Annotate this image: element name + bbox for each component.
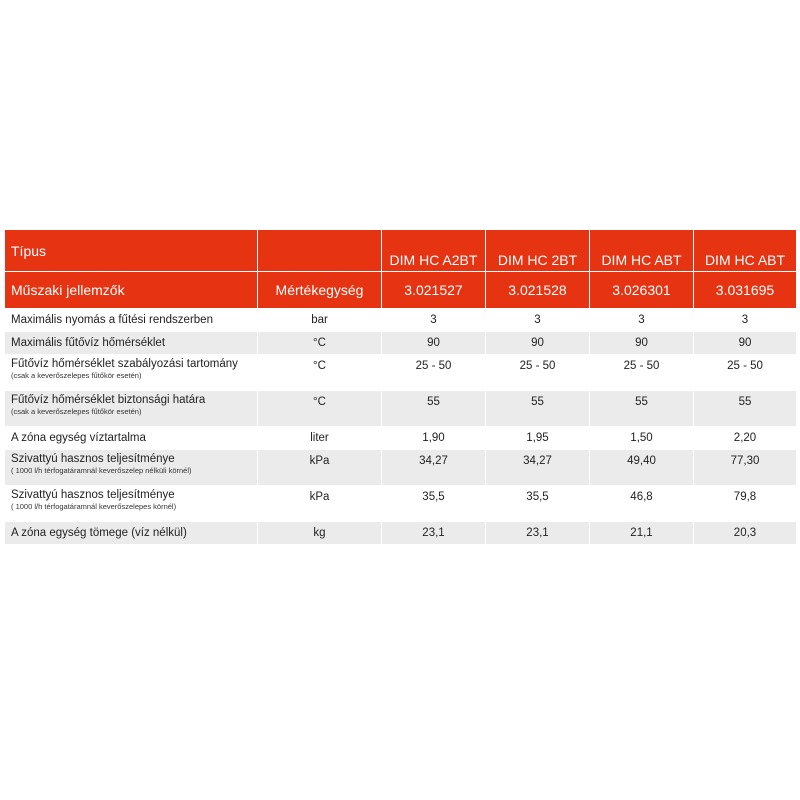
table-row [5, 309, 797, 332]
row-name: Szivattyú hasznos teljesítménye [11, 453, 175, 465]
row-value: 23,1 [486, 522, 590, 545]
row-value: 3 [486, 309, 590, 332]
product-code: 3.031695 [694, 272, 797, 309]
row-value: 90 [694, 332, 797, 355]
row-note: ( 1000 l/h térfogatáramnál keverőszelepes körnél) [11, 502, 177, 511]
row-note: (csak a keverőszelepes fűtőkör esetén) [11, 371, 142, 380]
row-value: 35,5 [382, 486, 486, 522]
empty-header-cell [258, 230, 382, 272]
model-name: DIM HC A2BT [382, 230, 486, 272]
row-value: 55 [486, 391, 590, 427]
row-value: 25 - 50 [590, 355, 694, 391]
row-value: 34,27 [382, 450, 486, 486]
row-unit: kPa [258, 486, 382, 522]
row-value: 90 [590, 332, 694, 355]
row-value: 2,20 [694, 427, 797, 450]
row-value: 55 [382, 391, 486, 427]
product-code: 3.021527 [382, 272, 486, 309]
row-value: 49,40 [590, 450, 694, 486]
row-value: 3 [694, 309, 797, 332]
row-name-cell [5, 450, 258, 486]
row-name-cell [5, 391, 258, 427]
unit-label: Mértékegység [258, 272, 382, 309]
row-value: 34,27 [486, 450, 590, 486]
specifications-table [4, 229, 797, 545]
row-name: Szivattyú hasznos teljesítménye [11, 489, 175, 501]
row-value: 3 [382, 309, 486, 332]
row-name: Fűtővíz hőmérséklet szabályozási tartomány [11, 358, 238, 370]
row-value: 90 [382, 332, 486, 355]
table-row [5, 355, 797, 391]
table-row [5, 427, 797, 450]
row-value: 1,90 [382, 427, 486, 450]
row-value: 90 [486, 332, 590, 355]
product-code: 3.026301 [590, 272, 694, 309]
model-name: DIM HC ABT [694, 230, 797, 272]
row-value: 1,50 [590, 427, 694, 450]
row-value: 46,8 [590, 486, 694, 522]
row-value: 77,30 [694, 450, 797, 486]
row-name-cell [5, 355, 258, 391]
row-value: 79,8 [694, 486, 797, 522]
table-row [5, 332, 797, 355]
row-note: (csak a keverőszelepes fűtőkör esetén) [11, 407, 142, 416]
table-row [5, 391, 797, 427]
row-name-cell [5, 486, 258, 522]
row-value: 25 - 50 [694, 355, 797, 391]
table-row [5, 450, 797, 486]
row-name: Fűtővíz hőmérséklet biztonsági határa [11, 394, 206, 406]
table-row [5, 486, 797, 522]
row-value: 1,95 [486, 427, 590, 450]
row-name: A zóna egység víztartalma [5, 427, 258, 450]
type-label: Típus [5, 230, 258, 272]
row-value: 35,5 [486, 486, 590, 522]
code-header-row [5, 272, 797, 309]
row-unit: bar [258, 309, 382, 332]
row-unit: kg [258, 522, 382, 545]
row-unit: °C [258, 332, 382, 355]
row-value: 20,3 [694, 522, 797, 545]
row-unit: liter [258, 427, 382, 450]
row-name: Maximális fűtővíz hőmérséklet [5, 332, 258, 355]
row-value: 25 - 50 [382, 355, 486, 391]
row-unit: kPa [258, 450, 382, 486]
row-name: A zóna egység tömege (víz nélkül) [5, 522, 258, 545]
row-unit: °C [258, 391, 382, 427]
row-unit: °C [258, 355, 382, 391]
row-note: ( 1000 l/h térfogatáramnál keverőszelep nélküli körnél) [11, 466, 192, 475]
row-value: 25 - 50 [486, 355, 590, 391]
row-value: 23,1 [382, 522, 486, 545]
model-name: DIM HC 2BT [486, 230, 590, 272]
product-code: 3.021528 [486, 272, 590, 309]
row-value: 55 [694, 391, 797, 427]
table-row [5, 522, 797, 545]
row-value: 3 [590, 309, 694, 332]
row-name: Maximális nyomás a fűtési rendszerben [5, 309, 258, 332]
model-header-row [5, 230, 797, 272]
specs-label: Műszaki jellemzők [5, 272, 258, 309]
model-name: DIM HC ABT [590, 230, 694, 272]
row-value: 21,1 [590, 522, 694, 545]
row-value: 55 [590, 391, 694, 427]
